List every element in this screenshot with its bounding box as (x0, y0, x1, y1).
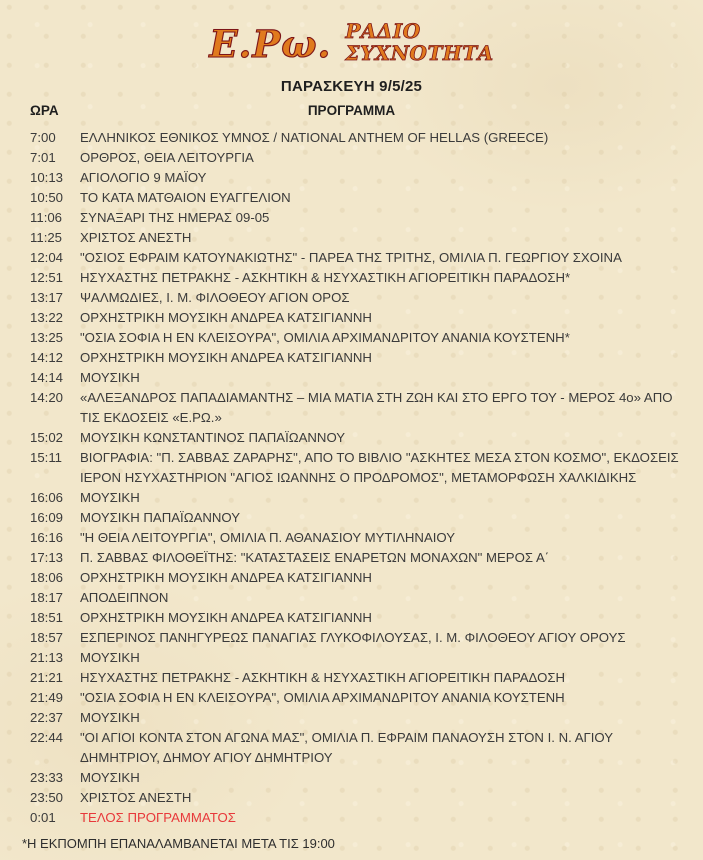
schedule-time: 18:17 (30, 590, 64, 605)
schedule-time: 0:01 (30, 810, 56, 825)
station-logo-name-line2: ΣΥΧΝΟΤΗΤΑ (345, 41, 494, 65)
schedule-program: ΣΥΝΑΞΑΡΙ ΤΗΣ ΗΜΕΡΑΣ 09-05 (80, 210, 270, 225)
schedule-program: "ΟΣΙΟΣ ΕΦΡΑΙΜ ΚΑΤΟΥΝΑΚΙΩΤΗΣ" - ΠΑΡΕΑ ΤΗΣ ΤΡΙΤΗΣ, ΟΜΙΛΙΑ Π. ΓΕΩΡΓΙΟΥ ΣΧΟΙΝΑ (80, 250, 622, 265)
schedule-rows (30, 128, 689, 828)
schedule-row (30, 768, 689, 788)
schedule-row (30, 668, 689, 688)
schedule-row (30, 248, 689, 268)
schedule-time: 16:09 (30, 510, 64, 525)
schedule-row (30, 568, 689, 588)
schedule-time: 16:06 (30, 490, 64, 505)
schedule-program: "ΟΙ ΑΓΙΟΙ ΚΟΝΤΑ ΣΤΟΝ ΑΓΩΝΑ ΜΑΣ", ΟΜΙΛΙΑ Π. ΕΦΡΑΙΜ ΠΑΝΑΟΥΣΗ ΣΤΟΝ Ι. Ν. ΑΓΙΟΥ ΔΗΜΗΤΡΙΟΥ, ΔΗΜΟΥ ΑΓΙΟΥ ΔΗΜΗΤΡΙΟΥ (80, 730, 613, 765)
schedule-row (30, 328, 689, 348)
schedule-time: 18:57 (30, 630, 64, 645)
schedule-time: 10:13 (30, 170, 64, 185)
schedule-time: 15:11 (30, 450, 63, 465)
schedule-row (30, 528, 689, 548)
schedule-row (30, 308, 689, 328)
schedule-time: 16:16 (30, 530, 64, 545)
schedule-time: 23:33 (30, 770, 64, 785)
schedule-program: ΟΡΧΗΣΤΡΙΚΗ ΜΟΥΣΙΚΗ ΑΝΔΡΕΑ ΚΑΤΣΙΓΙΑΝΝΗ (80, 610, 372, 625)
schedule-row (30, 128, 689, 148)
schedule-time: 13:25 (30, 330, 64, 345)
schedule-program: ΕΣΠΕΡΙΝΟΣ ΠΑΝΗΓΥΡΕΩΣ ΠΑΝΑΓΙΑΣ ΓΛΥΚΟΦΙΛΟΥΣΑΣ, Ι. Μ. ΦΙΛΟΘΕΟΥ ΑΓΙΟΥ ΟΡΟΥΣ (80, 630, 626, 645)
schedule-time: 12:04 (30, 250, 64, 265)
schedule-row (30, 168, 689, 188)
schedule-program: ΕΛΛΗΝΙΚΟΣ ΕΘΝΙΚΟΣ ΥΜΝΟΣ / NATIONAL ANTHEM OF HELLAS (GREECE) (80, 130, 549, 145)
schedule-program: ΜΟΥΣΙΚΗ (80, 770, 140, 785)
schedule-time: 14:12 (30, 350, 64, 365)
schedule-program: ΗΣΥΧΑΣΤΗΣ ΠΕΤΡΑΚΗΣ - ΑΣΚΗΤΙΚΗ & ΗΣΥΧΑΣΤΙΚΗ ΑΓΙΟΡΕΙΤΙΚΗ ΠΑΡΑΔΟΣΗ (80, 670, 566, 685)
schedule-program: ΜΟΥΣΙΚΗ (80, 710, 140, 725)
schedule-time: 14:20 (30, 390, 64, 405)
schedule-program: ΟΡΧΗΣΤΡΙΚΗ ΜΟΥΣΙΚΗ ΑΝΔΡΕΑ ΚΑΤΣΙΓΙΑΝΝΗ (80, 570, 372, 585)
schedule-time: 7:00 (30, 130, 56, 145)
schedule-row (30, 688, 689, 708)
schedule-time: 7:01 (30, 150, 56, 165)
schedule-program: ΑΠΟΔΕΙΠΝΟΝ (80, 590, 169, 605)
schedule-program: ΟΡΧΗΣΤΡΙΚΗ ΜΟΥΣΙΚΗ ΑΝΔΡΕΑ ΚΑΤΣΙΓΙΑΝΝΗ (80, 310, 372, 325)
station-logo-name-line1: ΡΑΔΙΟ (345, 19, 421, 43)
schedule-row (30, 608, 689, 628)
schedule-time: 22:37 (30, 710, 64, 725)
schedule-program: ΟΡΘΡΟΣ, ΘΕΙΑ ΛΕΙΤΟΥΡΓΙΑ (80, 150, 254, 165)
schedule-time: 14:14 (30, 370, 64, 385)
schedule-program: ΧΡΙΣΤΟΣ ΑΝΕΣΤΗ (80, 790, 192, 805)
table-header (14, 103, 689, 123)
schedule-row (30, 548, 689, 568)
schedule-row (30, 628, 689, 648)
schedule-program: "ΟΣΙΑ ΣΟΦΙΑ Η ΕΝ ΚΛΕΙΣΟΥΡΑ", ΟΜΙΛΙΑ ΑΡΧΙΜΑΝΔΡΙΤΟΥ ΑΝΑΝΙΑ ΚΟΥΣΤΕΝΗ (80, 690, 565, 705)
schedule-row (30, 188, 689, 208)
schedule-time: 12:51 (30, 270, 64, 285)
station-logo-script: Ε.Ρω. (209, 21, 332, 66)
page-title: ΠΑΡΑΣΚΕΥΗ 9/5/25 (280, 78, 423, 95)
schedule-time: 21:21 (30, 670, 64, 685)
schedule-time: 18:51 (30, 610, 64, 625)
schedule-row (30, 268, 689, 288)
schedule-row (30, 428, 689, 448)
schedule-row (30, 488, 689, 508)
schedule-time: 22:44 (30, 730, 64, 745)
schedule-time: 10:50 (30, 190, 64, 205)
schedule-row (30, 348, 689, 368)
schedule-program: ΗΣΥΧΑΣΤΗΣ ΠΕΤΡΑΚΗΣ - ΑΣΚΗΤΙΚΗ & ΗΣΥΧΑΣΤΙΚΗ ΑΓΙΟΡΕΙΤΙΚΗ ΠΑΡΑΔΟΣΗ* (80, 270, 571, 285)
schedule-row (30, 448, 689, 488)
schedule-row (30, 808, 689, 828)
schedule-program: ΧΡΙΣΤΟΣ ΑΝΕΣΤΗ (80, 230, 192, 245)
schedule-time: 18:06 (30, 570, 64, 585)
schedule-program: ΤΟ ΚΑΤΑ ΜΑΤΘΑΙΟΝ ΕΥΑΓΓΕΛΙΟΝ (80, 190, 291, 205)
schedule-row (30, 508, 689, 528)
station-logo (14, 14, 689, 70)
schedule-row (30, 228, 689, 248)
schedule-time: 13:17 (30, 290, 64, 305)
schedule-program: "Η ΘΕΙΑ ΛΕΙΤΟΥΡΓΙΑ", ΟΜΙΛΙΑ Π. ΑΘΑΝΑΣΙΟΥ ΜΥΤΙΛΗΝΑΙΟΥ (80, 530, 456, 545)
time-column-header: ΩΡΑ (30, 103, 59, 118)
schedule-program: ΨΑΛΜΩΔΙΕΣ, Ι. Μ. ΦΙΛΟΘΕΟΥ ΑΓΙΟΝ ΟΡΟΣ (80, 290, 350, 305)
schedule-row (30, 388, 689, 428)
schedule-row (30, 588, 689, 608)
schedule-time: 17:13 (30, 550, 64, 565)
schedule-row (30, 208, 689, 228)
schedule-time: 11:25 (30, 230, 63, 245)
schedule-program: ΤΕΛΟΣ ΠΡΟΓΡΑΜΜΑΤΟΣ (80, 810, 236, 825)
schedule-program: ΑΓΙΟΛΟΓΙΟ 9 ΜΑΪΟΥ (80, 170, 207, 185)
schedule-program: ΜΟΥΣΙΚΗ ΠΑΠΑΪΩΑΝΝΟΥ (80, 510, 241, 525)
schedule-program: «ΑΛΕΞΑΝΔΡΟΣ ΠΑΠΑΔΙΑΜΑΝΤΗΣ – ΜΙΑ ΜΑΤΙΑ ΣΤΗ ΖΩΗ ΚΑΙ ΣΤΟ ΕΡΓΟ ΤΟΥ - ΜΕΡΟΣ 4ο» ΑΠΟ ΤΙΣ ΕΚΔΟΣΕΙΣ «Ε.ΡΩ.» (80, 390, 673, 425)
schedule-time: 13:22 (30, 310, 64, 325)
schedule-program: ΜΟΥΣΙΚΗ (80, 370, 140, 385)
schedule-row (30, 648, 689, 668)
schedule-time: 11:06 (30, 210, 63, 225)
schedule-time: 21:49 (30, 690, 64, 705)
schedule-row (30, 788, 689, 808)
schedule-row (30, 148, 689, 168)
schedule-row (30, 708, 689, 728)
schedule-program: ΒΙΟΓΡΑΦΙΑ: "Π. ΣΑΒΒΑΣ ΖΑΡΑΡΗΣ", ΑΠΟ ΤΟ ΒΙΒΛΙΟ "ΑΣΚΗΤΕΣ ΜΕΣΑ ΣΤΟΝ ΚΟΣΜΟ", ΕΚΔΟΣΕΙΣ ΙΕΡΟΝ ΗΣΥΧΑΣΤΗΡΙΟΝ "ΑΓΙΟΣ ΙΩΑΝΝΗΣ Ο ΠΡΟΔΡΟΜΟΣ", ΜΕΤΑΜΟΡΦΩΣΗ ΧΑΛΚΙΔΙΚΗΣ (80, 450, 679, 485)
schedule-program: ΜΟΥΣΙΚΗ (80, 490, 140, 505)
schedule-program: ΜΟΥΣΙΚΗ ΚΩΝΣΤΑΝΤΙΝΟΣ ΠΑΠΑΪΩΑΝΝΟΥ (80, 430, 346, 445)
schedule-row (30, 728, 689, 768)
schedule-row (30, 368, 689, 388)
schedule-program: "ΟΣΙΑ ΣΟΦΙΑ Η ΕΝ ΚΛΕΙΣΟΥΡΑ", ΟΜΙΛΙΑ ΑΡΧΙΜΑΝΔΡΙΤΟΥ ΑΝΑΝΙΑ ΚΟΥΣΤΕΝΗ* (80, 330, 570, 345)
schedule-time: 15:02 (30, 430, 64, 445)
program-column-header: ΠΡΟΓΡΑΜΜΑ (307, 103, 396, 118)
repeat-footnote: *Η ΕΚΠΟΜΠΗ ΕΠΑΝΑΛΑΜΒΑΝΕΤΑΙ ΜΕΤΑ ΤΙΣ 19:00 (22, 836, 335, 851)
schedule-time: 23:50 (30, 790, 64, 805)
schedule-row (30, 288, 689, 308)
schedule-time: 21:13 (30, 650, 64, 665)
schedule-program: Π. ΣΑΒΒΑΣ ΦΙΛΟΘΕΪΤΗΣ: "ΚΑΤΑΣΤΑΣΕΙΣ ΕΝΑΡΕΤΩΝ ΜΟΝΑΧΩΝ" ΜΕΡΟΣ Α΄ (80, 550, 550, 565)
schedule-program: ΜΟΥΣΙΚΗ (80, 650, 140, 665)
schedule-program: ΟΡΧΗΣΤΡΙΚΗ ΜΟΥΣΙΚΗ ΑΝΔΡΕΑ ΚΑΤΣΙΓΙΑΝΝΗ (80, 350, 372, 365)
station-logo-name (345, 20, 493, 64)
